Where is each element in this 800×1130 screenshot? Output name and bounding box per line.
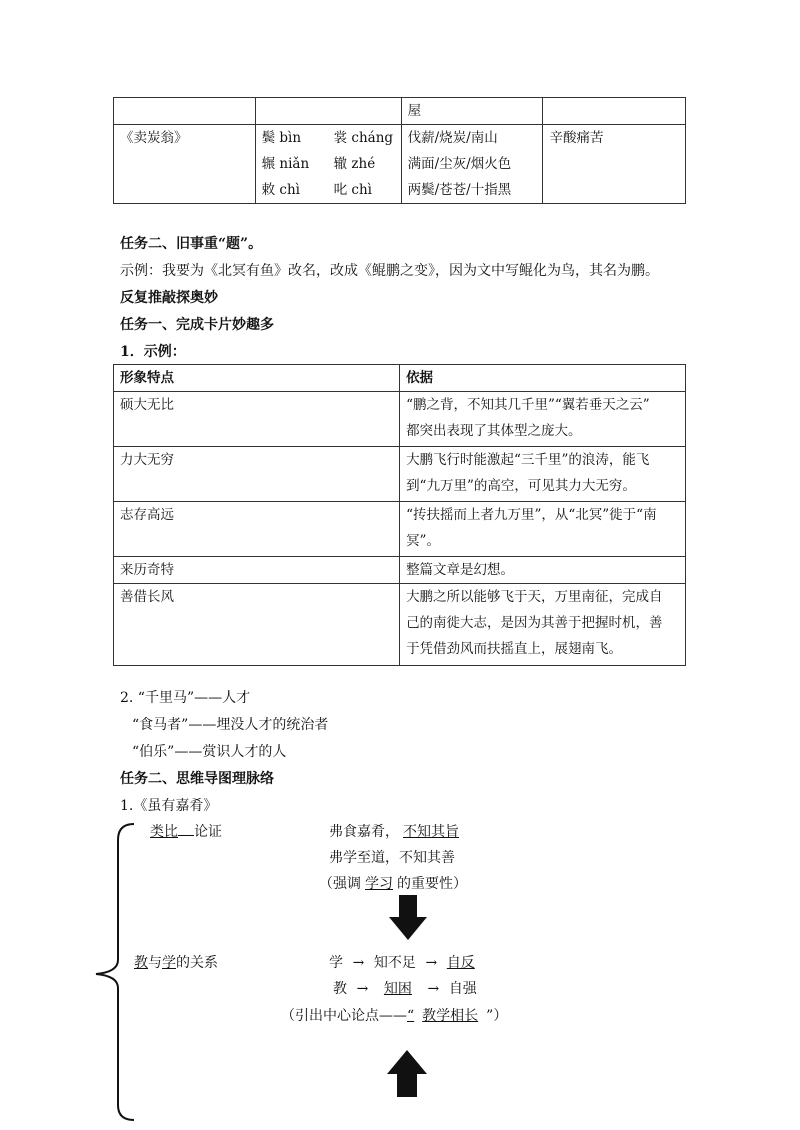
traits-table	[113, 364, 686, 666]
table-row	[114, 98, 686, 125]
basis-line: 都突出表现了其体型之庞大。	[406, 423, 582, 439]
header-cell: 形象特点	[114, 365, 400, 392]
basis-cell	[400, 502, 686, 557]
basis-cell	[400, 392, 686, 447]
pinyin-item: 辙 zhé	[333, 156, 376, 172]
table-row	[114, 447, 686, 502]
trait: 硕大无比	[120, 397, 174, 413]
pinyin-item: 裳 cháng	[333, 130, 394, 146]
trait-cell	[114, 584, 400, 666]
down-arrow-icon	[388, 895, 428, 941]
up-arrow-icon	[386, 1050, 428, 1098]
right-arrow-icon: →	[427, 981, 440, 997]
central-close: ”）	[486, 1008, 508, 1024]
word-line: 伐薪/烧炭/南山	[407, 130, 498, 146]
item2-line: “伯乐”——赏识人才的人	[132, 744, 287, 760]
trait: 志存高远	[120, 507, 174, 523]
basis-line: 大鹏飞行时能激起“三千里”的浪涛，能飞	[406, 452, 650, 468]
basis-cell	[400, 447, 686, 502]
argument-word: 论证	[194, 824, 222, 840]
table-row	[114, 125, 686, 204]
analogy-word: 类比	[150, 824, 178, 840]
section-heading: 反复推敲探奥妙	[120, 290, 218, 306]
relation-post: 的关系	[176, 955, 218, 971]
right-arrow-icon: →	[425, 955, 438, 971]
relation-label	[134, 952, 218, 972]
table-cell: 屋	[401, 98, 543, 125]
table-row	[114, 557, 686, 584]
basis-line: 大鹏之所以能够飞于天，万里南征，完成自	[406, 589, 663, 605]
table-row	[114, 392, 686, 447]
basis-line: 己的南徙大志，是因为其善于把握时机，善	[406, 615, 663, 631]
central-answer: 教学相长	[422, 1008, 479, 1024]
chain-xue-word: 学	[329, 955, 343, 971]
table-row	[114, 584, 686, 666]
central-pre: （引出中心论点——	[281, 1008, 407, 1024]
relation-jiao: 教	[134, 955, 148, 971]
table-row	[114, 502, 686, 557]
mindmap-line-c	[319, 873, 467, 893]
basis-line: “抟扶摇而上者九万里”，从“北冥”徙于“南	[406, 507, 657, 523]
chain-zifan: 自反	[446, 955, 475, 971]
task1-heading: 任务一、完成卡片妙趣多	[120, 317, 274, 333]
basis-cell	[400, 584, 686, 666]
analogy-label	[150, 821, 222, 841]
words-cell	[401, 125, 543, 204]
basis-cell	[400, 557, 686, 584]
pinyin-row	[262, 177, 395, 203]
suiyou-title: 1.《虽有嘉肴》	[120, 798, 218, 814]
basis-line: 冥”。	[406, 533, 440, 549]
trait-cell	[114, 392, 400, 447]
pinyin-cell	[255, 125, 401, 204]
poem-title-cell	[114, 125, 256, 204]
curly-brace-icon	[88, 820, 140, 1125]
mindmap-line-a	[329, 821, 463, 841]
pinyin-row	[262, 151, 395, 177]
table-cell	[114, 98, 256, 125]
header-cell: 依据	[400, 365, 686, 392]
task2-heading: 任务二、旧事重“题”。	[120, 236, 263, 252]
word-line: 两鬓/苍苍/十指黑	[407, 182, 512, 198]
trait: 善借长风	[120, 589, 174, 605]
trait: 力大无穷	[120, 452, 174, 468]
chain-jiao	[333, 978, 477, 998]
pinyin-item: 敕 chì	[261, 182, 300, 198]
line-c-answer: 学习	[365, 876, 393, 892]
chain-jiao-word: 教	[333, 981, 347, 997]
item1-label: 1．示例：	[120, 344, 186, 360]
trait-cell	[114, 447, 400, 502]
relation-yu: 与	[148, 955, 162, 971]
table-header-row	[114, 365, 686, 392]
poem-title: 《卖炭翁》	[120, 130, 188, 146]
example-text: 示例：我要为《北冥有鱼》改名，改成《鲲鹏之变》，因为文中写鲲化为鸟，其名为鹏。	[120, 263, 659, 279]
line-a-text: 弗食嘉肴，	[329, 824, 399, 840]
word-line: 满面/尘灰/烟火色	[407, 156, 512, 172]
mindmap-line-b: 弗学至道，不知其善	[329, 850, 455, 866]
chain-zhibuzu: 知不足	[373, 955, 416, 971]
central-open: “	[407, 1008, 415, 1024]
chain-ziqiang: 自强	[448, 981, 477, 997]
basis-line: 到“九万里”的高空，可见其力大无穷。	[406, 478, 636, 494]
trait-cell	[114, 557, 400, 584]
relation-xue: 学	[162, 955, 176, 971]
emotion-cell	[543, 125, 686, 204]
right-arrow-icon: →	[356, 981, 369, 997]
chain-xue	[329, 952, 489, 972]
central-thesis	[281, 1005, 507, 1025]
pinyin-item: 辗 niǎn	[261, 156, 310, 172]
trait: 来历奇特	[120, 562, 174, 578]
pinyin-row	[262, 125, 395, 151]
vocab-table	[113, 97, 686, 204]
line-a-answer: 不知其旨	[403, 824, 459, 840]
basis-line: 整篇文章是幻想。	[406, 562, 515, 578]
table-cell	[255, 98, 401, 125]
task2b-heading: 任务二、思维导图理脉络	[120, 771, 274, 787]
chain-zhikun: 知困	[383, 981, 412, 997]
item2-line: 2. “千里马”——人才	[120, 690, 251, 706]
item2-line: “食马者”——埋没人才的统治者	[132, 717, 329, 733]
basis-line: “鹏之背，不知其几千里”“翼若垂天之云”	[406, 397, 650, 413]
basis-line: 于凭借劲风而扶摇直上，展翅南飞。	[406, 641, 623, 657]
line-c-post: 的重要性）	[397, 876, 467, 892]
right-arrow-icon: →	[352, 955, 365, 971]
line-c-pre: （强调	[319, 876, 361, 892]
trait-cell	[114, 502, 400, 557]
table-cell	[543, 98, 686, 125]
pinyin-item: 叱 chì	[333, 182, 372, 198]
pinyin-item: 鬓 bìn	[261, 130, 302, 146]
emotion: 辛酸痛苦	[549, 130, 604, 146]
